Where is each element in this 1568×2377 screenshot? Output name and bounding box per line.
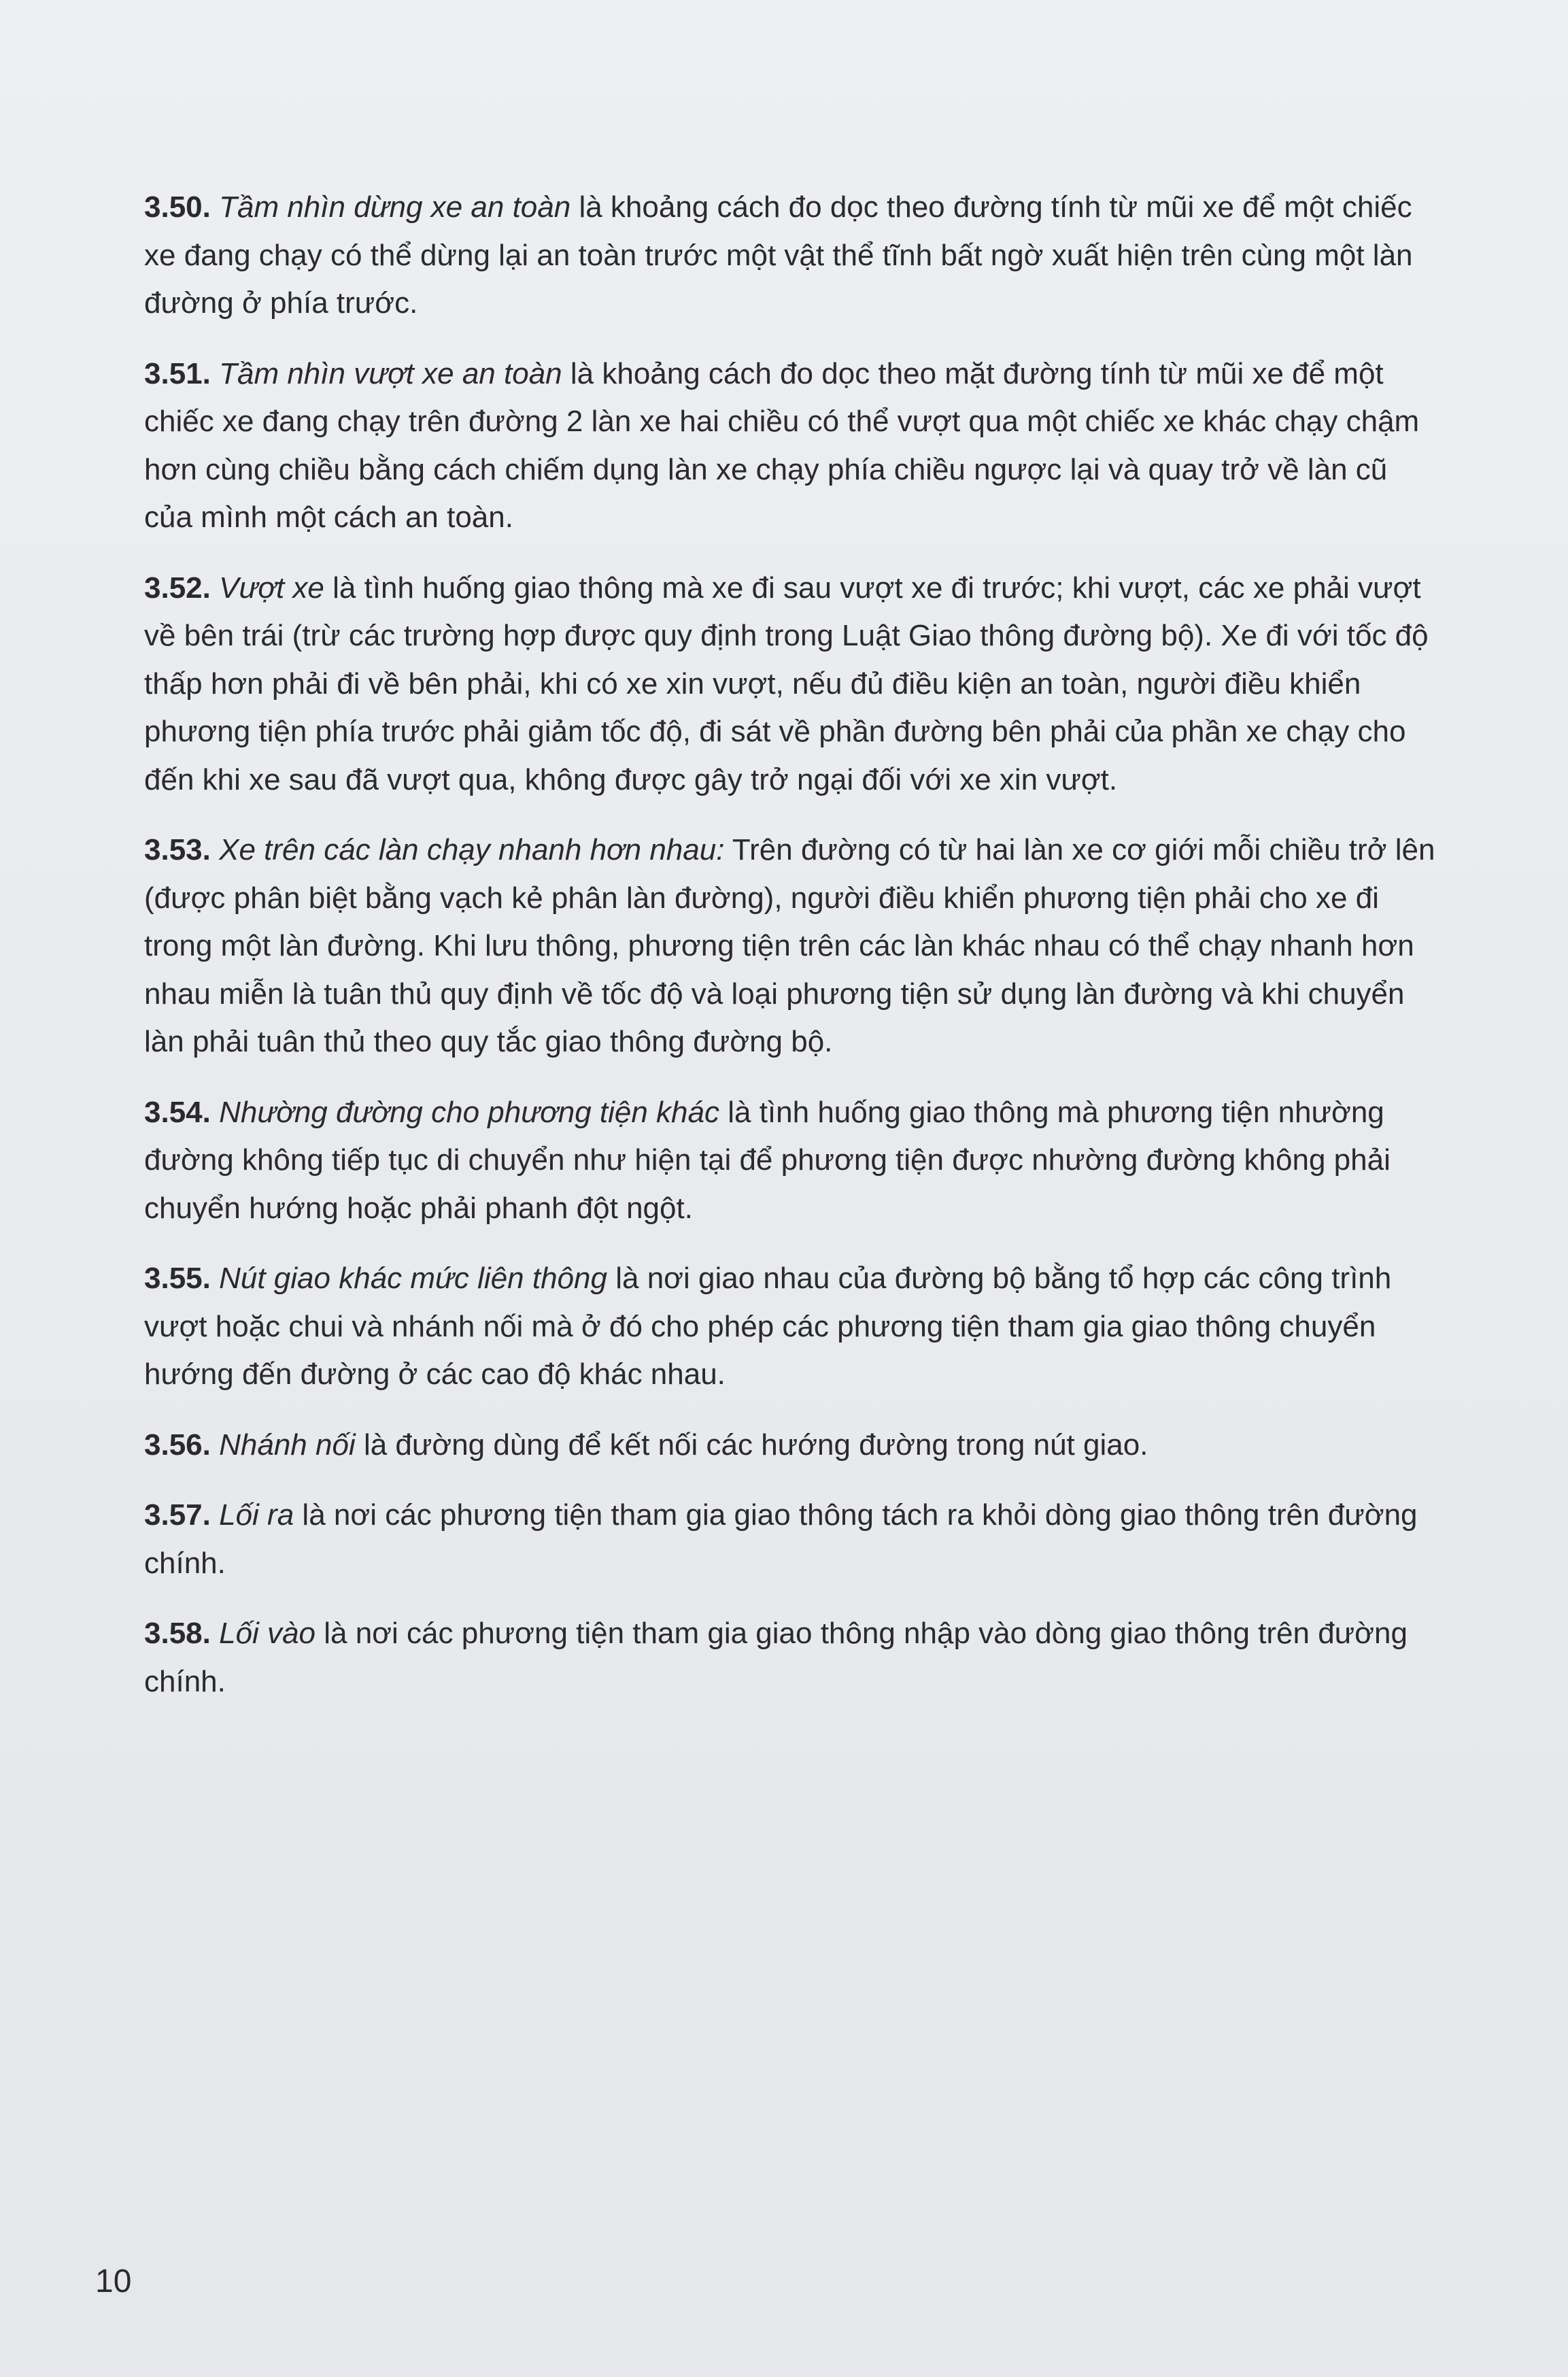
clause-number: 3.55. — [144, 1262, 211, 1295]
paragraph-3-53 — [144, 826, 1443, 1066]
defined-term: Nhường đường cho phương tiện khác — [219, 1095, 719, 1129]
paragraph-3-51 — [144, 350, 1443, 542]
defined-term: Nhánh nối — [219, 1428, 356, 1462]
definition-text: là nơi các phương tiện tham gia giao thông tách ra khỏi dòng giao thông trên đường chính. — [144, 1498, 1418, 1580]
definition-text: là nơi giao nhau của đường bộ bằng tổ hợp các công trình vượt hoặc chui và nhánh nối mà ở đó cho phép các phương tiện tham gia giao thông chuyển hướng đến đường ở các cao độ khác nhau. — [144, 1262, 1392, 1391]
page-number: 10 — [95, 2263, 132, 2299]
clause-number: 3.52. — [144, 571, 211, 605]
clause-number: 3.50. — [144, 190, 211, 224]
defined-term: Tầm nhìn vượt xe an toàn — [219, 356, 562, 390]
definition-text: là đường dùng để kết nối các hướng đường trong nút giao. — [363, 1428, 1148, 1462]
defined-term: Tầm nhìn dừng xe an toàn — [219, 190, 571, 224]
definition-text: là khoảng cách đo dọc theo mặt đường tính từ mũi xe để một chiếc xe đang chạy trên đường 2 làn xe hai chiều có thể vượt qua một chiếc xe khác chạy chậm hơn cùng chiều bằng cách chiếm dụng làn xe chạy phía chiều ngược lại và quay trở về làn cũ của mình một cách an toàn. — [144, 356, 1420, 534]
paragraph-3-52 — [144, 564, 1443, 805]
definition-text: là khoảng cách đo dọc theo đường tính từ mũi xe để một chiếc xe đang chạy có thể dừng lại an toàn trước một vật thể tĩnh bất ngờ xuất hiện trên cùng một làn đường ở phía trước. — [144, 190, 1413, 320]
paragraph-3-57 — [144, 1491, 1443, 1587]
paragraph-3-54 — [144, 1089, 1443, 1233]
clause-number: 3.57. — [144, 1498, 211, 1532]
defined-term: Lối ra — [219, 1498, 294, 1532]
definition-text: Trên đường có từ hai làn xe cơ giới mỗi chiều trở lên (được phân biệt bằng vạch kẻ phân làn đường), người điều khiển phương tiện phải cho xe đi trong một làn đường. Khi lưu thông, phương tiện trên các làn khác nhau có thể chạy nhanh hơn nhau miễn là tuân thủ quy định về tốc độ và loại phương tiện sử dụng làn đường và khi chuyển làn phải tuân thủ theo quy tắc giao thông đường bộ. — [144, 833, 1435, 1058]
clause-number: 3.56. — [144, 1428, 211, 1462]
paragraph-3-58 — [144, 1610, 1443, 1706]
definition-text: là tình huống giao thông mà phương tiện nhường đường không tiếp tục di chuyển như hiện tại để phương tiện được nhường đường không phải chuyển hướng hoặc phải phanh đột ngột. — [144, 1095, 1391, 1225]
clause-number: 3.51. — [144, 356, 211, 390]
paragraph-3-55 — [144, 1255, 1443, 1399]
definition-text: là tình huống giao thông mà xe đi sau vượt xe đi trước; khi vượt, các xe phải vượt về bên trái (trừ các trường hợp được quy định trong Luật Giao thông đường bộ). Xe đi với tốc độ thấp hơn phải đi về bên phải, khi có xe xin vượt, nếu đủ điều kiện an toàn, người điều khiển phương tiện phía trước phải giảm tốc độ, đi sát về phần đường bên phải của phần xe chạy cho đến khi xe sau đã vượt qua, không được gây trở ngại đối với xe xin vượt. — [144, 571, 1429, 796]
paragraph-3-50 — [144, 184, 1443, 328]
defined-term: Vượt xe — [219, 571, 324, 605]
definition-text: là nơi các phương tiện tham gia giao thông nhập vào dòng giao thông trên đường chính. — [144, 1617, 1408, 1698]
clause-number: 3.58. — [144, 1617, 211, 1650]
clause-number: 3.54. — [144, 1095, 211, 1129]
clause-number: 3.53. — [144, 833, 211, 866]
defined-term: Xe trên các làn chạy nhanh hơn nhau: — [219, 833, 725, 866]
page-content — [144, 184, 1443, 1728]
defined-term: Lối vào — [219, 1617, 316, 1650]
paragraph-3-56 — [144, 1421, 1443, 1470]
defined-term: Nút giao khác mức liên thông — [219, 1262, 607, 1295]
